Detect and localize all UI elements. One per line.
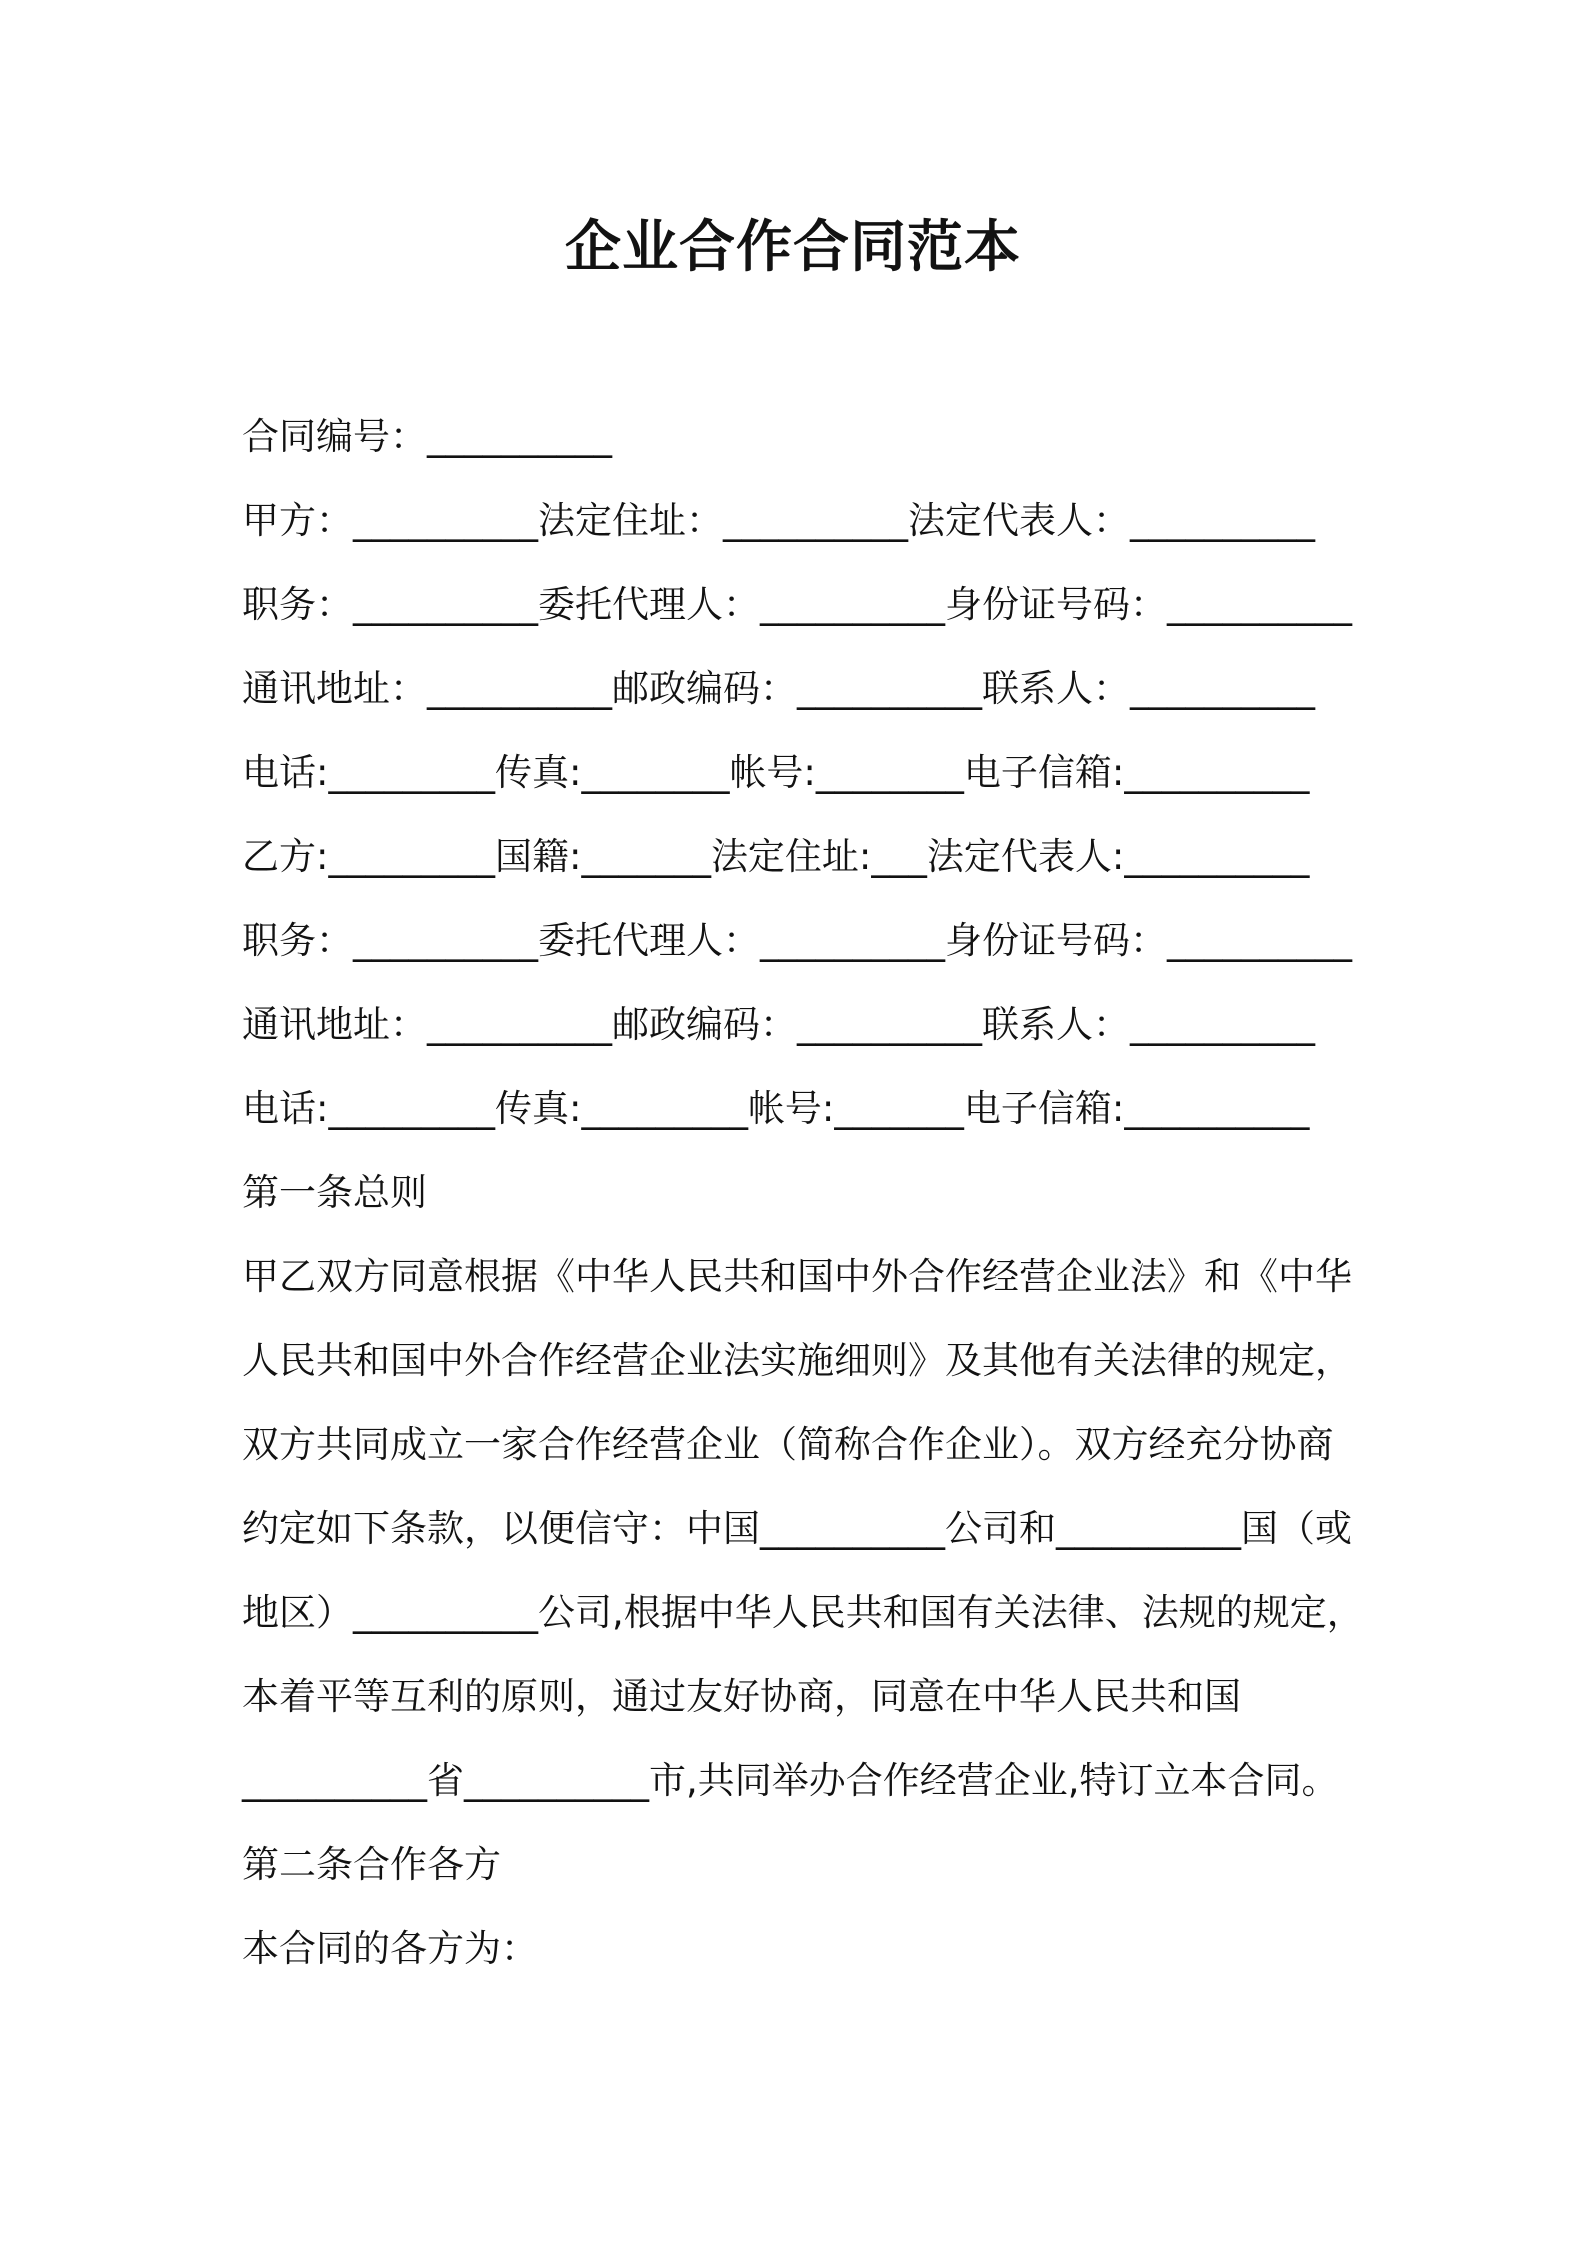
- field-label: 委托代理人：: [538, 583, 760, 626]
- field-label: 电话:: [242, 1087, 329, 1130]
- field-label: 邮政编码：: [612, 667, 797, 710]
- field-label: 身份证号码：: [945, 919, 1167, 962]
- field-label: 法定代表人：: [908, 499, 1130, 542]
- fill-blank: __________: [353, 583, 538, 626]
- article-2-heading: 第二条合作各方: [242, 1843, 501, 1886]
- fill-blank: __________: [427, 415, 612, 458]
- party-b-position-line: [242, 899, 1362, 983]
- fill-blank: ________: [815, 751, 964, 794]
- fill-blank: __________: [1130, 667, 1315, 710]
- party-b-contact-line: [242, 1067, 1362, 1151]
- fill-blank: __________: [1124, 751, 1310, 794]
- party-a-line: [242, 479, 1362, 563]
- field-label: 国籍:: [494, 835, 582, 878]
- field-label: 联系人：: [982, 1003, 1130, 1046]
- document-title: 企业合作合同范本: [565, 215, 1021, 280]
- field-label: 电话:: [242, 751, 329, 794]
- field-label: 乙方:: [242, 835, 329, 878]
- fill-blank: __________: [427, 667, 612, 710]
- article-1-text-line: 本着平等互利的原则，通过友好协商，同意在中华人民共和国: [242, 1675, 1241, 1718]
- field-label: 电子信箱:: [963, 1087, 1125, 1130]
- fill-blank: __________: [1124, 835, 1310, 878]
- contract-number-line: [242, 395, 1362, 479]
- party-a-address-line: [242, 647, 1362, 731]
- field-label: 职务：: [242, 583, 353, 626]
- field-label: 邮政编码：: [612, 1003, 797, 1046]
- party-a-contact-line: [242, 731, 1362, 815]
- article-1-text-line: 甲乙双方同意根据《中华人民共和国中外合作经营企业法》和《中华: [242, 1255, 1352, 1298]
- fill-blank: __________: [760, 583, 945, 626]
- fill-blank: __________: [1124, 1087, 1310, 1130]
- field-label: 法定代表人:: [926, 835, 1125, 878]
- article-1-heading: 第一条总则: [242, 1171, 427, 1214]
- article-1-text-line: 人民共和国中外合作经营企业法实施细则》及其他有关法律的规定，: [242, 1339, 1352, 1382]
- field-label: 通讯地址：: [242, 1003, 427, 1046]
- field-label: 合同编号：: [242, 415, 427, 458]
- article-2-intro: 本合同的各方为：: [242, 1927, 538, 1970]
- fill-blank: __________: [797, 1003, 982, 1046]
- field-label: 委托代理人：: [538, 919, 760, 962]
- fill-blank: __________: [1130, 1003, 1315, 1046]
- fill-blank: __________: [427, 1003, 612, 1046]
- fill-blank: __________: [1130, 499, 1315, 542]
- field-label: 法定住址：: [538, 499, 723, 542]
- field-label: 传真:: [494, 751, 582, 794]
- fill-blank: __________: [1167, 919, 1352, 962]
- fill-blank: _________: [328, 1087, 495, 1130]
- party-b-line: [242, 815, 1362, 899]
- field-label: 身份证号码：: [945, 583, 1167, 626]
- fill-blank: ___: [871, 835, 927, 878]
- article-1-text-line: 地区）__________公司,根据中华人民共和国有关法律、法规的规定，: [242, 1591, 1364, 1634]
- article-1-text-line: 约定如下条款，以便信守：中国__________公司和__________国（或: [242, 1507, 1352, 1550]
- fill-blank: ________: [581, 751, 730, 794]
- fill-blank: _______: [834, 1087, 964, 1130]
- party-a-position-line: [242, 563, 1362, 647]
- fill-blank: __________: [760, 919, 945, 962]
- field-label: 职务：: [242, 919, 353, 962]
- field-label: 电子信箱:: [963, 751, 1125, 794]
- fill-blank: __________: [797, 667, 982, 710]
- fill-blank: _________: [328, 751, 495, 794]
- fill-blank: __________: [353, 499, 538, 542]
- contract-body: [242, 395, 1362, 1991]
- fill-blank: _________: [581, 1087, 748, 1130]
- article-1-text-line: __________省__________市,共同举办合作经营企业,特订立本合同。: [242, 1759, 1339, 1802]
- field-label: 通讯地址：: [242, 667, 427, 710]
- fill-blank: __________: [1167, 583, 1352, 626]
- fill-blank: _________: [328, 835, 495, 878]
- field-label: 甲方：: [242, 499, 353, 542]
- fill-blank: __________: [723, 499, 908, 542]
- field-label: 联系人：: [982, 667, 1130, 710]
- field-label: 帐号:: [729, 751, 816, 794]
- fill-blank: __________: [353, 919, 538, 962]
- field-label: 传真:: [494, 1087, 582, 1130]
- field-label: 法定住址:: [710, 835, 872, 878]
- party-b-address-line: [242, 983, 1362, 1067]
- fill-blank: _______: [581, 835, 711, 878]
- field-label: 帐号:: [747, 1087, 835, 1130]
- article-1-text-line: 双方共同成立一家合作经营企业（简称合作企业）。双方经充分协商: [242, 1423, 1334, 1466]
